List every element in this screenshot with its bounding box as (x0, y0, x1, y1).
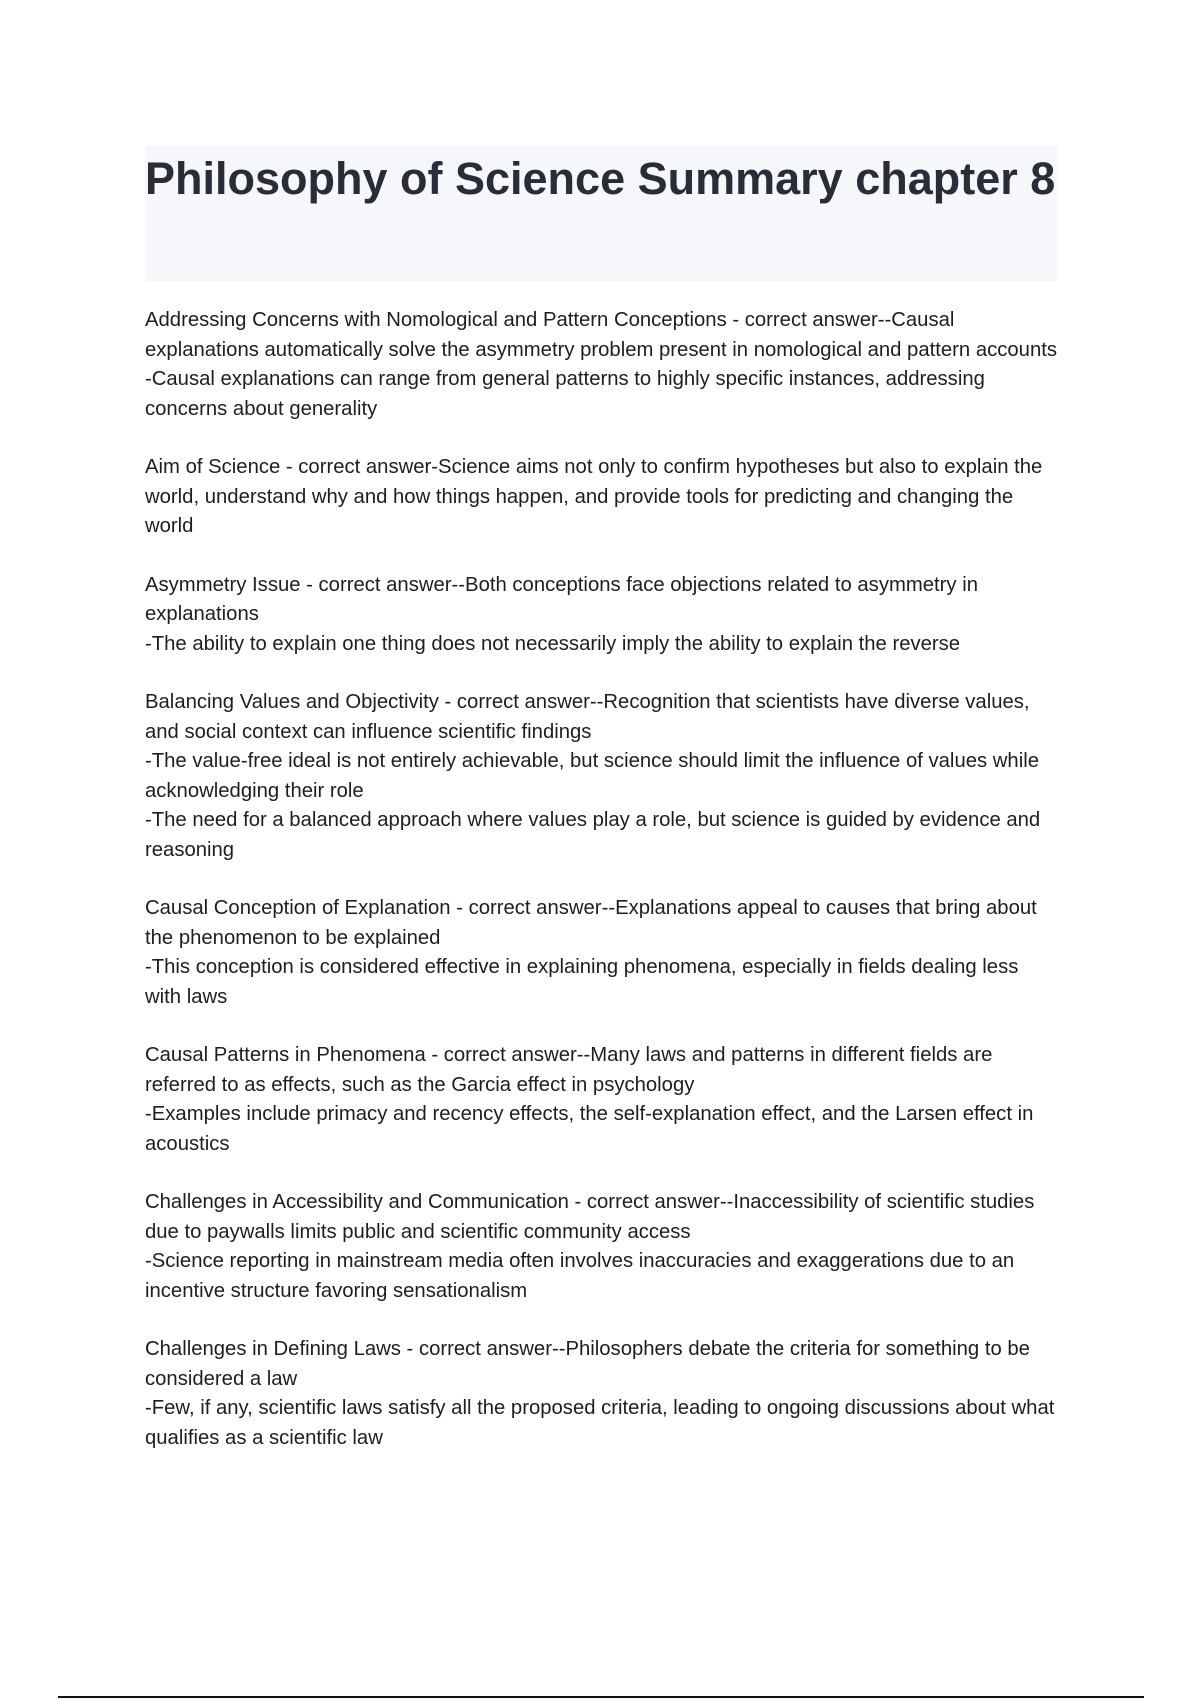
entry-text: -Causal explanations can range from general patterns to highly specific instances, addressing concerns about generality (145, 368, 985, 420)
list-item (145, 1188, 1060, 1306)
entry-text: -Few, if any, scientific laws satisfy all the proposed criteria, leading to ongoing discussions about what qualifies as a scientific law (145, 1397, 1055, 1449)
document-body (145, 306, 1060, 1482)
entry-text: -Science reporting in mainstream media often involves inaccuracies and exaggerations due to an incentive structure favoring sensationalism (145, 1250, 1015, 1302)
title-block (145, 146, 1057, 281)
entry-text: Causal Patterns in Phenomena - correct answer--Many laws and patterns in different fields are referred to as effects, such as the Garcia effect in psychology (145, 1044, 993, 1096)
entry-text: Balancing Values and Objectivity - correct answer--Recognition that scientists have diverse values, and social context can influence scientific findings (145, 691, 1030, 743)
list-item (145, 306, 1060, 424)
entry-text: -Examples include primacy and recency effects, the self-explanation effect, and the Larsen effect in acoustics (145, 1103, 1034, 1155)
list-item (145, 1041, 1060, 1159)
list-item (145, 894, 1060, 1012)
entry-text: Causal Conception of Explanation - correct answer--Explanations appeal to causes that bring about the phenomenon to be explained (145, 897, 1037, 949)
entry-text: -The value-free ideal is not entirely achievable, but science should limit the influence of values while acknowledging their role (145, 750, 1039, 802)
page-title: Philosophy of Science Summary chapter 8 (145, 153, 1056, 204)
entry-text: Challenges in Accessibility and Communication - correct answer--Inaccessibility of scientific studies due to paywalls limits public and scientific community access (145, 1191, 1035, 1243)
entry-text: -The ability to explain one thing does not necessarily imply the ability to explain the reverse (145, 632, 961, 655)
list-item (145, 688, 1060, 865)
entry-text: Asymmetry Issue - correct answer--Both conceptions face objections related to asymmetry in explanations (145, 573, 978, 625)
page-divider (58, 1696, 1144, 1698)
entry-text: Addressing Concerns with Nomological and Pattern Conceptions - correct answer--Causal explanations automatically solve the asymmetry problem present in nomological and pattern accounts (145, 309, 1058, 361)
entry-text: -The need for a balanced approach where values play a role, but science is guided by evidence and reasoning (145, 809, 1041, 861)
list-item (145, 571, 1060, 660)
entry-text: Challenges in Defining Laws - correct answer--Philosophers debate the criteria for something to be considered a law (145, 1338, 1030, 1390)
list-item (145, 453, 1060, 542)
entry-text: -This conception is considered effective in explaining phenomena, especially in fields dealing less with laws (145, 956, 1019, 1008)
list-item (145, 1335, 1060, 1453)
entry-text: Aim of Science - correct answer-Science aims not only to confirm hypotheses but also to explain the world, understand why and how things happen, and provide tools for predicting and changing the world (145, 456, 1043, 537)
